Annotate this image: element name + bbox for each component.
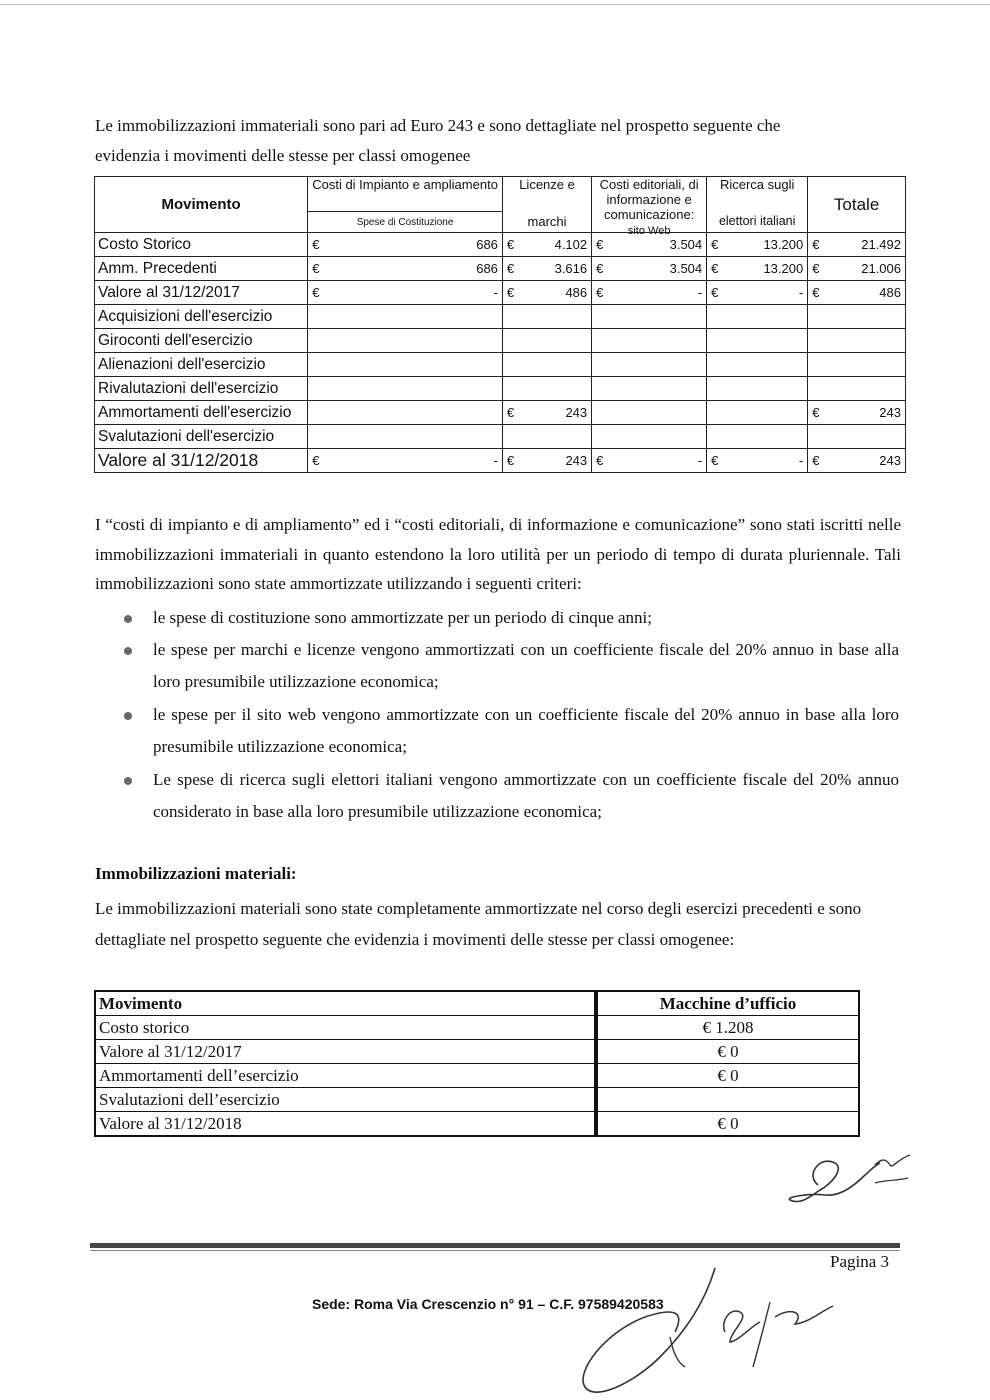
row-label: Alienazioni dell'esercizio [95,353,308,377]
value-cell [808,377,906,401]
row-value: € 0 [596,1040,859,1064]
amount: 3.504 [669,237,703,252]
table-header-row [95,991,859,1016]
value-cell [808,305,906,329]
value-cell [808,449,906,473]
currency-symbol: € [711,261,719,276]
table-row [95,449,906,473]
row-label: Amm. Precedenti [95,257,308,281]
value-cell [308,425,503,449]
value-cell [592,377,707,401]
table-header-row [95,177,906,212]
amount: 13.200 [763,237,804,252]
header-totale: Totale [808,177,906,233]
scan-top-edge [0,4,990,5]
row-value: € 1.208 [596,1016,859,1040]
value-cell [308,233,503,257]
row-label: Ammortamenti dell’esercizio [95,1064,596,1088]
value-cell [707,449,808,473]
value-cell [808,353,906,377]
value-cell [308,401,503,425]
header-macchine: Macchine d’ufficio [596,991,859,1016]
table-row [95,1040,859,1064]
amount: 13.200 [763,261,804,276]
table-body [95,233,906,473]
currency-symbol: € [812,285,820,300]
table-row [95,401,906,425]
currency-symbol: € [312,237,320,252]
currency-symbol: € [812,405,820,420]
bullet-dot [124,777,132,785]
amount: - [493,285,498,300]
footer-rule [90,1243,900,1248]
row-label: Rivalutazioni dell'esercizio [95,377,308,401]
currency-symbol: € [506,261,515,276]
value-cell [592,257,707,281]
bullet-item: le spese di costituzione sono ammortizzate per un periodo di cinque anni; [153,608,652,627]
row-label: Svalutazioni dell’esercizio [95,1088,596,1112]
table-row [95,281,906,305]
header-col2-bottom: marchi [527,214,567,229]
currency-symbol: € [506,405,515,420]
value-cell [592,401,707,425]
amount: 243 [879,405,901,420]
value-cell [308,329,503,353]
amount: - [697,453,703,468]
header-col2 [502,177,591,233]
row-label: Acquisizioni dell'esercizio [95,305,308,329]
bullet-item: le spese per il sito web vengono ammortizzate con un coefficiente fiscale del 20% annuo in base alla loro presumibile utilizzazione economica; [153,705,899,756]
amount: 4.102 [554,237,588,252]
currency-symbol: € [596,261,604,276]
header-col2-top: Licenze e [519,177,575,192]
value-cell [592,329,707,353]
amount: - [697,285,703,300]
header-col1: Costi di Impianto e ampliamento [308,177,503,212]
row-label: Valore al 31/12/2017 [95,1040,596,1064]
currency-symbol: € [812,237,820,252]
currency-symbol: € [312,285,320,300]
currency-symbol: € [812,453,820,468]
currency-symbol: € [711,453,719,468]
bullet-dot [124,712,132,720]
table-row [95,1016,859,1040]
currency-symbol: € [506,285,515,300]
bullet-item: le spese per marchi e licenze vengono ammortizzati con un coefficiente fiscale del 20% annuo in base alla loro presumibile utilizzazione economica; [153,640,899,691]
bullet-item: Le spese di ricerca sugli elettori italiani vengono ammortizzate con un coefficiente fiscale del 20% annuo considerato in base alla loro presumibile utilizzazione economica; [153,770,899,821]
amount: 486 [565,285,588,300]
value-cell [808,401,906,425]
header-col1-sub: Spese di Costituzione [308,212,503,233]
table-row [95,233,906,257]
value-cell [502,305,591,329]
table-row [95,329,906,353]
value-cell [308,377,503,401]
currency-symbol: € [506,453,515,468]
amount: - [493,453,498,468]
value-cell [502,353,591,377]
page-number: Pagina 3 [830,1252,890,1271]
footer-address: Sede: Roma Via Crescenzio n° 91 – C.F. 97589420583 [312,1296,664,1312]
amount: 243 [879,453,901,468]
row-label: Valore al 31/12/2017 [95,281,308,305]
signature-initials-graphic [780,1145,920,1225]
value-cell [502,233,591,257]
footer-rule-thin [90,1250,900,1251]
amount: 3.616 [554,261,588,276]
value-cell [308,353,503,377]
paragraph-criteria: I “costi di impianto e di ampliamento” ed i “costi editoriali, di informazione e comunicazione” sono stati iscritti nelle immobilizzazioni immateriali in quanto estendono la loro utilità per un periodo di tempo di durata pluriennale. Tali immobilizzazioni sono state ammortizzate utilizzando i seguenti criteri: [95,515,901,593]
amount: 243 [565,453,588,468]
value-cell [808,257,906,281]
amount: 686 [476,237,498,252]
value-cell [502,425,591,449]
value-cell [592,305,707,329]
value-cell [502,401,591,425]
row-value: € 0 [596,1064,859,1088]
bullet-dot [124,615,132,623]
value-cell [707,257,808,281]
value-cell [707,233,808,257]
row-label: Giroconti dell'esercizio [95,329,308,353]
section-heading: Immobilizzazioni materiali: [95,864,297,883]
table-row [95,1088,859,1112]
value-cell [707,305,808,329]
currency-symbol: € [312,261,320,276]
currency-symbol: € [596,453,604,468]
amount: 21.006 [861,261,901,276]
value-cell [308,305,503,329]
table-row [95,353,906,377]
row-label: Costo storico [95,1016,596,1040]
currency-symbol: € [312,453,320,468]
bullet-dot [124,647,132,655]
value-cell [707,329,808,353]
value-cell [502,449,591,473]
row-label: Valore al 31/12/2018 [95,1112,596,1137]
amount: 21.492 [861,237,901,252]
row-label: Costo Storico [95,233,308,257]
table-row [95,377,906,401]
header-col4-top: Ricerca sugli [719,177,795,192]
value-cell [308,257,503,281]
header-movimento: Movimento [95,177,308,233]
value-cell [592,281,707,305]
row-label: Valore al 31/12/2018 [95,449,308,473]
table-row [95,1064,859,1088]
intangible-assets-table [94,176,906,473]
header-col3-cut: sito Web [627,225,671,237]
currency-symbol: € [506,237,515,252]
header-col4-bottom: elettori italiani [718,214,796,228]
amount: - [798,453,804,468]
value-cell [707,401,808,425]
currency-symbol: € [596,285,604,300]
currency-symbol: € [711,237,719,252]
section-text: Le immobilizzazioni materiali sono state completamente ammortizzate nel corso degli esercizi precedenti e sono dettagliate nel prospetto seguente che evidenzia i movimenti delle stesse per classi omogenee: [95,899,862,949]
table-row [95,257,906,281]
value-cell [808,233,906,257]
value-cell [502,377,591,401]
value-cell [502,329,591,353]
row-value: € 0 [596,1112,859,1137]
header-col3 [592,177,707,237]
value-cell [707,281,808,305]
value-cell [308,281,503,305]
currency-symbol: € [711,285,719,300]
currency-symbol: € [812,261,820,276]
amount: 3.504 [669,261,703,276]
value-cell [502,281,591,305]
signature-graphic [565,1262,845,1400]
value-cell [592,425,707,449]
value-cell [502,257,591,281]
table-row [95,305,906,329]
amount: - [798,285,804,300]
amount: 686 [476,261,498,276]
header-movimento: Movimento [95,991,596,1016]
table-body [95,1016,859,1137]
table-row [95,1112,859,1137]
row-label: Svalutazioni dell'esercizio [95,425,308,449]
currency-symbol: € [596,237,604,252]
value-cell [707,377,808,401]
value-cell [808,281,906,305]
row-value [596,1088,859,1112]
header-col4 [707,177,808,233]
table-row [95,425,906,449]
value-cell [808,425,906,449]
header-col3-text: Costi editoriali, di informazione e comunicazione: [599,177,699,222]
value-cell [808,329,906,353]
intro-line-2: evidenzia i movimenti delle stesse per classi omogenee [95,146,471,165]
value-cell [308,449,503,473]
value-cell [707,353,808,377]
value-cell [592,449,707,473]
amount: 486 [879,285,901,300]
intro-line-1: Le immobilizzazioni immateriali sono pari ad Euro 243 e sono dettagliate nel prospetto seguente che [95,116,781,135]
value-cell [592,353,707,377]
value-cell [707,425,808,449]
amount: 243 [565,405,588,420]
row-label: Ammortamenti dell'esercizio [95,401,308,425]
tangible-assets-table [94,990,860,1137]
